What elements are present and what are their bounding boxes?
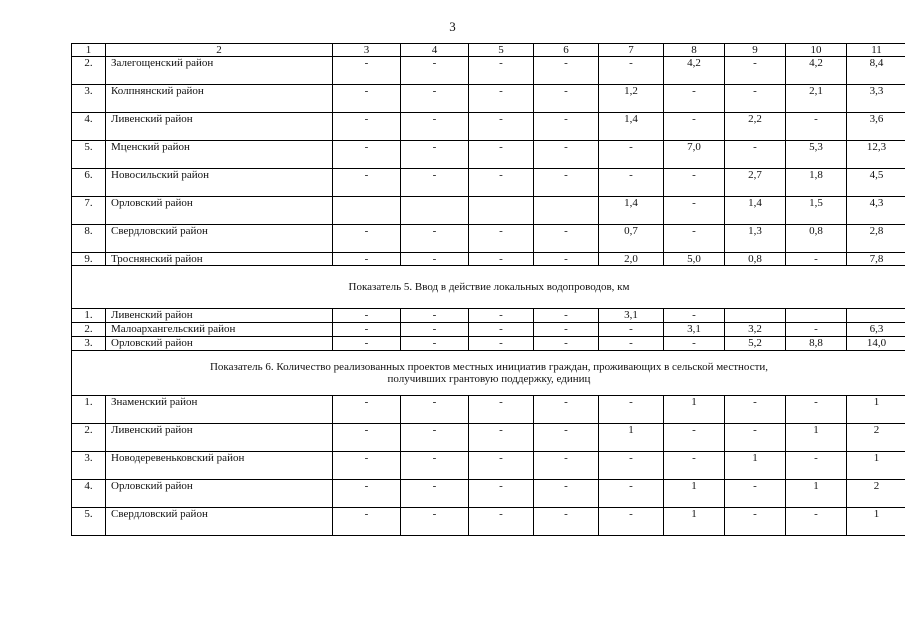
district-name: Свердловский район (106, 508, 333, 536)
section-6-title-line: получивших грантовую поддержку, единиц (387, 373, 591, 385)
value-cell: - (599, 337, 664, 351)
value-cell: - (333, 337, 401, 351)
value-cell: - (664, 225, 725, 253)
row-number: 3. (72, 85, 106, 113)
value-cell: 1 (847, 508, 905, 536)
value-cell: - (333, 323, 401, 337)
value-cell: - (534, 85, 599, 113)
value-cell: - (534, 396, 599, 424)
page-number: 3 (449, 19, 456, 34)
value-cell: - (333, 57, 401, 85)
value-cell: - (786, 452, 847, 480)
value-cell: - (401, 396, 469, 424)
value-cell: - (469, 169, 534, 197)
value-cell: - (401, 225, 469, 253)
value-cell: - (469, 508, 534, 536)
district-name: Знаменский район (106, 396, 333, 424)
value-cell: - (725, 480, 786, 508)
value-cell: 2,0 (599, 253, 664, 266)
section-6-title-row (72, 351, 905, 396)
column-number-header: 9 (725, 44, 786, 57)
row-number: 3. (72, 452, 106, 480)
value-cell: - (786, 323, 847, 337)
value-cell: - (534, 253, 599, 266)
value-cell: 1 (786, 424, 847, 452)
value-cell: 4,2 (664, 57, 725, 85)
value-cell: 2,7 (725, 169, 786, 197)
value-cell: 1 (664, 480, 725, 508)
section-6-title (72, 351, 905, 396)
value-cell: 1,4 (725, 197, 786, 225)
table-row (72, 309, 905, 323)
value-cell: 5,0 (664, 253, 725, 266)
row-number: 2. (72, 323, 106, 337)
value-cell: 1,8 (786, 169, 847, 197)
value-cell: - (664, 113, 725, 141)
district-name: Малоархангельский район (106, 323, 333, 337)
table-row (72, 508, 905, 536)
district-name: Мценский район (106, 141, 333, 169)
value-cell: 1 (725, 452, 786, 480)
row-number: 8. (72, 225, 106, 253)
district-name: Новосильский район (106, 169, 333, 197)
value-cell: - (725, 57, 786, 85)
value-cell: - (599, 480, 664, 508)
district-name: Залегощенский район (106, 57, 333, 85)
value-cell: - (333, 225, 401, 253)
value-cell (847, 309, 905, 323)
value-cell: 7,0 (664, 141, 725, 169)
row-number: 4. (72, 113, 106, 141)
value-cell: 2 (847, 480, 905, 508)
value-cell: 3,1 (664, 323, 725, 337)
column-number-header: 4 (401, 44, 469, 57)
row-number: 1. (72, 396, 106, 424)
district-name: Свердловский район (106, 225, 333, 253)
column-number-header: 6 (534, 44, 599, 57)
value-cell (401, 197, 469, 225)
district-name: Орловский район (106, 480, 333, 508)
value-cell: - (534, 337, 599, 351)
district-name: Колпнянский район (106, 85, 333, 113)
value-cell: - (664, 85, 725, 113)
value-cell: 0,8 (786, 225, 847, 253)
value-cell: 1 (599, 424, 664, 452)
section-5-title-row (72, 266, 905, 309)
value-cell: - (534, 452, 599, 480)
district-name: Ливенский район (106, 424, 333, 452)
value-cell: - (725, 141, 786, 169)
value-cell: 3,6 (847, 113, 905, 141)
column-number-header: 7 (599, 44, 664, 57)
value-cell: - (401, 113, 469, 141)
table-row (72, 480, 905, 508)
value-cell: - (469, 323, 534, 337)
value-cell: - (725, 508, 786, 536)
district-name: Ливенский район (106, 113, 333, 141)
value-cell: - (599, 323, 664, 337)
column-number-header: 2 (106, 44, 333, 57)
district-name: Орловский район (106, 197, 333, 225)
value-cell: - (664, 309, 725, 323)
value-cell: 12,3 (847, 141, 905, 169)
value-cell: - (333, 113, 401, 141)
row-number: 9. (72, 253, 106, 266)
column-number-header: 1 (72, 44, 106, 57)
value-cell: 4,5 (847, 169, 905, 197)
column-number-header: 5 (469, 44, 534, 57)
value-cell: - (333, 396, 401, 424)
value-cell: - (333, 424, 401, 452)
value-cell: 2 (847, 424, 905, 452)
value-cell: - (534, 113, 599, 141)
value-cell: - (401, 337, 469, 351)
section-6-title-line: Показатель 6. Количество реализованных проектов местных инициатив граждан, проживающих в сельской местности, (209, 361, 769, 373)
value-cell: - (401, 253, 469, 266)
value-cell: - (333, 508, 401, 536)
value-cell: - (333, 253, 401, 266)
row-number: 2. (72, 57, 106, 85)
value-cell: - (401, 57, 469, 85)
section-5-title (72, 266, 905, 309)
value-cell: - (786, 396, 847, 424)
value-cell: - (469, 141, 534, 169)
table-row (72, 253, 905, 266)
row-number: 2. (72, 424, 106, 452)
value-cell: - (401, 169, 469, 197)
value-cell: - (599, 169, 664, 197)
value-cell: - (469, 337, 534, 351)
column-number-header: 10 (786, 44, 847, 57)
table-row (72, 113, 905, 141)
value-cell: 1 (847, 452, 905, 480)
value-cell: - (786, 253, 847, 266)
value-cell: - (664, 197, 725, 225)
table-row (72, 169, 905, 197)
value-cell: 3,2 (725, 323, 786, 337)
value-cell: - (401, 309, 469, 323)
table-row (72, 57, 905, 85)
table-row (72, 424, 905, 452)
value-cell: - (469, 85, 534, 113)
value-cell: - (469, 424, 534, 452)
district-name: Ливенский район (106, 309, 333, 323)
value-cell: 3,1 (599, 309, 664, 323)
row-number: 4. (72, 480, 106, 508)
value-cell: 1,4 (599, 197, 664, 225)
value-cell: - (469, 113, 534, 141)
value-cell: 14,0 (847, 337, 905, 351)
value-cell: - (534, 480, 599, 508)
column-number-header: 3 (333, 44, 401, 57)
value-cell: 0,8 (725, 253, 786, 266)
value-cell: - (469, 253, 534, 266)
column-numbers-row (72, 44, 905, 57)
value-cell: 1,3 (725, 225, 786, 253)
value-cell: - (401, 85, 469, 113)
table-row (72, 197, 905, 225)
table-row (72, 225, 905, 253)
value-cell (333, 197, 401, 225)
value-cell: - (534, 424, 599, 452)
value-cell: - (401, 141, 469, 169)
table-row (72, 323, 905, 337)
value-cell: - (725, 424, 786, 452)
value-cell: - (664, 169, 725, 197)
value-cell: 2,8 (847, 225, 905, 253)
value-cell: 2,1 (786, 85, 847, 113)
value-cell: - (599, 141, 664, 169)
value-cell: - (534, 508, 599, 536)
value-cell: 1 (664, 508, 725, 536)
indicators-table (71, 43, 905, 536)
value-cell: 1 (847, 396, 905, 424)
value-cell: - (469, 309, 534, 323)
value-cell: 4,2 (786, 57, 847, 85)
value-cell: - (469, 57, 534, 85)
value-cell: - (534, 169, 599, 197)
value-cell: 1,5 (786, 197, 847, 225)
value-cell: - (333, 169, 401, 197)
row-number: 5. (72, 141, 106, 169)
row-number: 6. (72, 169, 106, 197)
value-cell: - (786, 113, 847, 141)
value-cell: - (599, 452, 664, 480)
value-cell: - (469, 396, 534, 424)
value-cell: - (333, 452, 401, 480)
value-cell: 7,8 (847, 253, 905, 266)
row-number: 3. (72, 337, 106, 351)
value-cell: 5,2 (725, 337, 786, 351)
value-cell: 1,4 (599, 113, 664, 141)
column-number-header: 8 (664, 44, 725, 57)
column-number-header: 11 (847, 44, 905, 57)
value-cell: 0,7 (599, 225, 664, 253)
value-cell: - (469, 452, 534, 480)
table-row (72, 85, 905, 113)
value-cell (786, 309, 847, 323)
value-cell: 4,3 (847, 197, 905, 225)
value-cell: - (534, 141, 599, 169)
value-cell: - (333, 480, 401, 508)
district-name: Новодеревеньковский район (106, 452, 333, 480)
table-row (72, 337, 905, 351)
value-cell: - (401, 424, 469, 452)
table-row (72, 396, 905, 424)
value-cell: - (786, 508, 847, 536)
value-cell: - (534, 309, 599, 323)
section-5-title-line: Показатель 5. Ввод в действие локальных водопроводов, км (348, 281, 630, 293)
value-cell: - (401, 452, 469, 480)
value-cell: - (469, 225, 534, 253)
value-cell: - (599, 57, 664, 85)
value-cell: - (333, 85, 401, 113)
value-cell: - (333, 309, 401, 323)
row-number: 7. (72, 197, 106, 225)
row-number: 1. (72, 309, 106, 323)
value-cell: 1 (664, 396, 725, 424)
value-cell: - (599, 508, 664, 536)
district-name: Орловский район (106, 337, 333, 351)
value-cell: - (725, 396, 786, 424)
value-cell (469, 197, 534, 225)
value-cell: - (333, 141, 401, 169)
row-number: 5. (72, 508, 106, 536)
value-cell: 1 (786, 480, 847, 508)
value-cell (534, 197, 599, 225)
value-cell: 6,3 (847, 323, 905, 337)
value-cell: - (664, 424, 725, 452)
value-cell: - (401, 508, 469, 536)
value-cell: 3,3 (847, 85, 905, 113)
value-cell: - (534, 323, 599, 337)
value-cell: - (664, 337, 725, 351)
value-cell: 8,4 (847, 57, 905, 85)
value-cell: - (469, 480, 534, 508)
value-cell: - (725, 85, 786, 113)
value-cell: 2,2 (725, 113, 786, 141)
value-cell: - (401, 480, 469, 508)
table-row (72, 452, 905, 480)
value-cell: 8,8 (786, 337, 847, 351)
district-name: Троснянский район (106, 253, 333, 266)
value-cell: - (534, 225, 599, 253)
table-row (72, 141, 905, 169)
value-cell: 5,3 (786, 141, 847, 169)
value-cell: - (401, 323, 469, 337)
value-cell (725, 309, 786, 323)
value-cell: 1,2 (599, 85, 664, 113)
value-cell: - (664, 452, 725, 480)
value-cell: - (534, 57, 599, 85)
value-cell: - (599, 396, 664, 424)
